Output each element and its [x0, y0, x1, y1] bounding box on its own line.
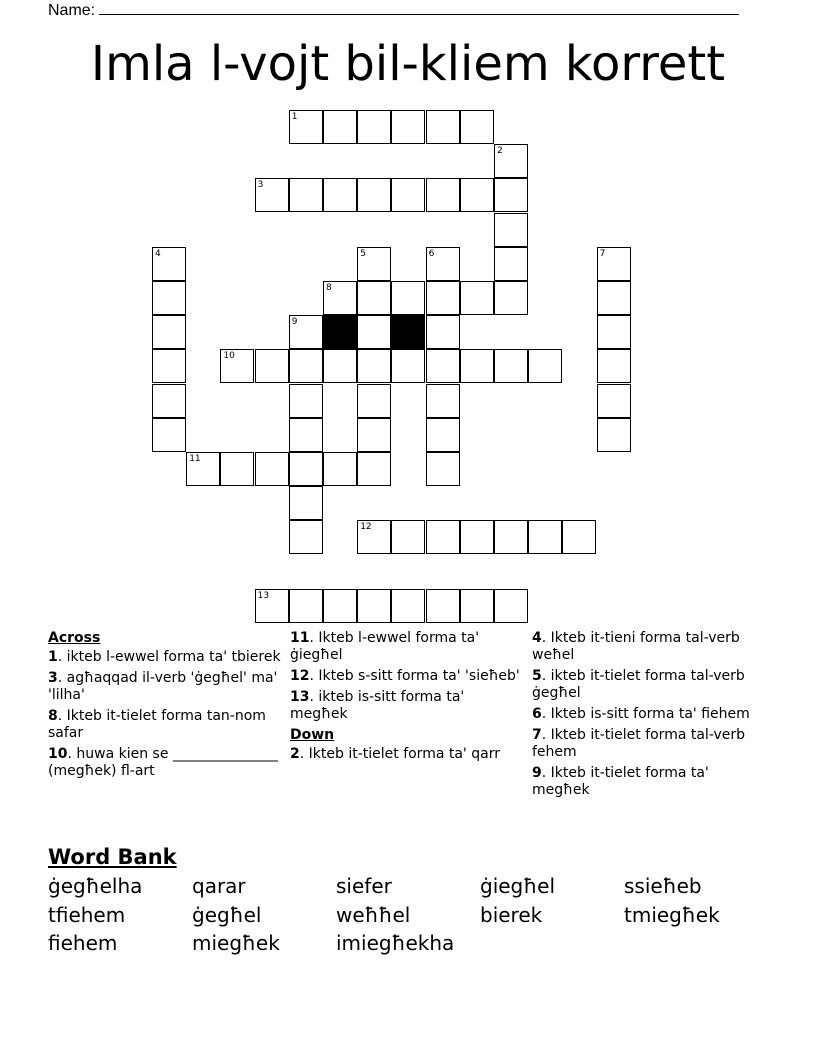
grid-cell[interactable]: [289, 486, 323, 520]
grid-cell[interactable]: [323, 281, 357, 315]
clue-num: 12: [290, 668, 310, 684]
clue-num: 11: [290, 630, 310, 646]
grid-cell[interactable]: [289, 349, 323, 383]
grid-cell[interactable]: [426, 349, 460, 383]
clue-item: [532, 727, 767, 761]
word-bank-item: ġegħel: [192, 902, 262, 927]
word-bank-item: imiegħekha: [336, 931, 455, 955]
grid-cell[interactable]: [391, 281, 425, 315]
grid-cell[interactable]: [597, 384, 631, 418]
grid-cell[interactable]: [597, 281, 631, 315]
clue-number: 7: [599, 248, 606, 259]
page-title: Imla l-vojt bil-kliem korrett: [90, 36, 726, 92]
grid-cell[interactable]: [528, 349, 562, 383]
clue-text: . Ikteb it-tielet forma ta' qarr: [299, 746, 500, 762]
grid-cell[interactable]: [391, 178, 425, 212]
clue-item: [48, 649, 283, 666]
clue-number: 6: [428, 248, 435, 259]
clues-column-1: [48, 630, 283, 784]
clue-num: 13: [290, 689, 310, 705]
grid-cell[interactable]: [357, 520, 391, 554]
grid-cell[interactable]: [494, 213, 528, 247]
grid-cell[interactable]: [597, 349, 631, 383]
grid-cell[interactable]: [152, 349, 186, 383]
grid-cell[interactable]: [426, 520, 460, 554]
name-field[interactable]: [48, 0, 739, 20]
word-bank-item: ssieħeb: [624, 874, 702, 898]
grid-cell[interactable]: [391, 520, 425, 554]
clue-item: [532, 668, 767, 702]
grid-cell[interactable]: [255, 452, 289, 486]
grid-cell[interactable]: [152, 281, 186, 315]
clue-text: . ikteb is-sitt forma ta' megħek: [290, 689, 465, 722]
grid-cell[interactable]: [426, 418, 460, 452]
clue-item: [532, 706, 767, 723]
clue-num: 3: [48, 670, 58, 686]
grid-cell[interactable]: [391, 110, 425, 144]
clue-number: 2: [497, 146, 503, 157]
grid-cell[interactable]: [494, 144, 528, 178]
clue-num: 2: [290, 746, 300, 762]
grid-cell[interactable]: [357, 349, 391, 383]
grid-cell[interactable]: [289, 418, 323, 452]
clues-heading: Down: [290, 727, 335, 743]
grid-cell[interactable]: [289, 589, 323, 623]
clue-item: [290, 746, 525, 763]
word-bank-title: Word Bank: [48, 845, 177, 869]
clue-text: . Ikteb it-tielet forma ta' megħek: [532, 765, 709, 798]
word-bank-item: weħħel: [336, 902, 411, 927]
clue-item: [48, 670, 283, 704]
grid-cell[interactable]: [391, 349, 425, 383]
grid-cell[interactable]: [220, 349, 254, 383]
word-bank-item: miegħek: [192, 931, 280, 955]
grid-cell[interactable]: [152, 418, 186, 452]
grid-cell[interactable]: [494, 178, 528, 212]
word-bank-item: siefer: [336, 874, 392, 898]
clue-num: 1: [48, 649, 58, 665]
grid-cell[interactable]: [323, 452, 357, 486]
clue-number: 8: [326, 283, 332, 293]
clue-text: . Ikteb it-tieni forma tal-verb weħel: [532, 630, 740, 663]
word-bank-item: ġegħelha: [48, 874, 143, 898]
grid-cell[interactable]: [255, 589, 289, 623]
clue-text: . huwa kien se _______________ (megħek) fl-art: [48, 746, 278, 779]
grid-cell[interactable]: [460, 110, 494, 144]
clue-num: 6: [532, 706, 542, 722]
grid-cell[interactable]: [357, 384, 391, 418]
clue-text: . Ikteb s-sitt forma ta' 'sieħeb': [309, 668, 520, 684]
clue-num: 10: [48, 746, 68, 762]
clue-item: [290, 668, 525, 685]
clue-item: [290, 630, 525, 664]
clue-item: [532, 765, 767, 799]
grid-cell[interactable]: [597, 418, 631, 452]
grid-cell[interactable]: [357, 315, 391, 349]
clue-text: . agħaqqad il-verb 'ġegħel' ma' 'lilha': [48, 670, 278, 703]
grid-cell[interactable]: [426, 589, 460, 623]
grid-cell[interactable]: [152, 384, 186, 418]
grid-cell[interactable]: [494, 281, 528, 315]
grid-cell[interactable]: [152, 315, 186, 349]
clue-num: 4: [532, 630, 542, 646]
grid-cell[interactable]: [426, 110, 460, 144]
grid-cell[interactable]: [357, 247, 391, 281]
grid-cell[interactable]: [289, 384, 323, 418]
word-bank-item: qarar: [192, 874, 246, 898]
clue-item: [48, 746, 283, 780]
clue-text: . ikteb it-tielet forma tal-verb ġegħel: [532, 668, 745, 701]
grid-cell[interactable]: [460, 178, 494, 212]
grid-cell[interactable]: [426, 452, 460, 486]
grid-cell[interactable]: [255, 178, 289, 212]
grid-cell[interactable]: [391, 589, 425, 623]
clue-number: 11: [189, 454, 201, 464]
word-bank-item: tfiehem: [48, 902, 126, 927]
grid-cell[interactable]: [357, 452, 391, 486]
grid-cell[interactable]: [289, 452, 323, 486]
clue-item: [290, 689, 525, 723]
grid-cell[interactable]: [460, 589, 494, 623]
clue-num: 7: [532, 727, 542, 743]
grid-cell[interactable]: [357, 281, 391, 315]
clue-num: 9: [532, 765, 542, 781]
grid-cell[interactable]: [289, 520, 323, 554]
grid-cell[interactable]: [562, 520, 596, 554]
grid-block-cell: [391, 315, 425, 349]
clue-item: [48, 708, 283, 742]
clue-number: 12: [360, 522, 372, 533]
word-bank-item: ġiegħel: [480, 874, 556, 898]
grid-cell[interactable]: [426, 247, 460, 281]
grid-cell[interactable]: [426, 178, 460, 212]
grid-cell[interactable]: [460, 349, 494, 383]
grid-cell[interactable]: [357, 589, 391, 623]
grid-cell[interactable]: [460, 281, 494, 315]
grid-cell[interactable]: [152, 247, 186, 281]
clue-number: 9: [291, 317, 298, 328]
grid-cell[interactable]: [597, 315, 631, 349]
grid-cell[interactable]: [426, 281, 460, 315]
grid-cell[interactable]: [494, 589, 528, 623]
word-bank-item: bierek: [480, 902, 543, 927]
clue-number: 4: [155, 248, 161, 259]
grid-cell[interactable]: [220, 452, 254, 486]
clue-number: 10: [223, 351, 235, 362]
grid-cell[interactable]: [460, 520, 494, 554]
grid-cell[interactable]: [289, 178, 323, 212]
grid-cell[interactable]: [494, 247, 528, 281]
clue-item: [532, 630, 767, 664]
name-underline: [99, 0, 739, 15]
clue-number: 1: [291, 112, 298, 122]
clue-text: . ikteb l-ewwel forma ta' tbierek: [57, 649, 281, 665]
clues-column-2: [290, 630, 525, 767]
grid-cell[interactable]: [323, 178, 357, 212]
grid-cell[interactable]: [186, 452, 220, 486]
clue-text: . Ikteb it-tielet forma tal-verb fehem: [532, 727, 746, 760]
grid-cell[interactable]: [528, 520, 562, 554]
grid-cell[interactable]: [357, 178, 391, 212]
clues-column-3: [532, 630, 767, 803]
clue-number: 13: [257, 590, 270, 601]
grid-block-cell: [323, 315, 357, 349]
grid-cell[interactable]: [323, 589, 357, 623]
grid-cell[interactable]: [323, 110, 357, 144]
word-bank-item: tmiegħek: [624, 902, 720, 927]
grid-cell[interactable]: [426, 384, 460, 418]
name-label: Name:: [48, 2, 96, 19]
grid-cell[interactable]: [494, 520, 528, 554]
clue-text: . Ikteb is-sitt forma ta' fiehem: [541, 706, 750, 722]
word-bank-item: fiehem: [48, 931, 118, 955]
grid-cell[interactable]: [357, 418, 391, 452]
clue-text: . Ikteb l-ewwel forma ta' ġiegħel: [290, 630, 480, 663]
clues-heading: Across: [48, 630, 101, 646]
grid-cell[interactable]: [597, 247, 631, 281]
clue-number: 3: [257, 180, 264, 191]
grid-cell[interactable]: [426, 315, 460, 349]
grid-cell[interactable]: [323, 349, 357, 383]
grid-cell[interactable]: [289, 315, 323, 349]
clue-text: . Ikteb it-tielet forma tan-nom safar: [48, 708, 266, 741]
clue-num: 8: [48, 708, 58, 724]
clue-num: 5: [532, 668, 542, 684]
grid-cell[interactable]: [494, 349, 528, 383]
grid-cell[interactable]: [255, 349, 289, 383]
grid-cell[interactable]: [289, 110, 323, 144]
clue-number: 5: [360, 248, 366, 259]
grid-cell[interactable]: [357, 110, 391, 144]
